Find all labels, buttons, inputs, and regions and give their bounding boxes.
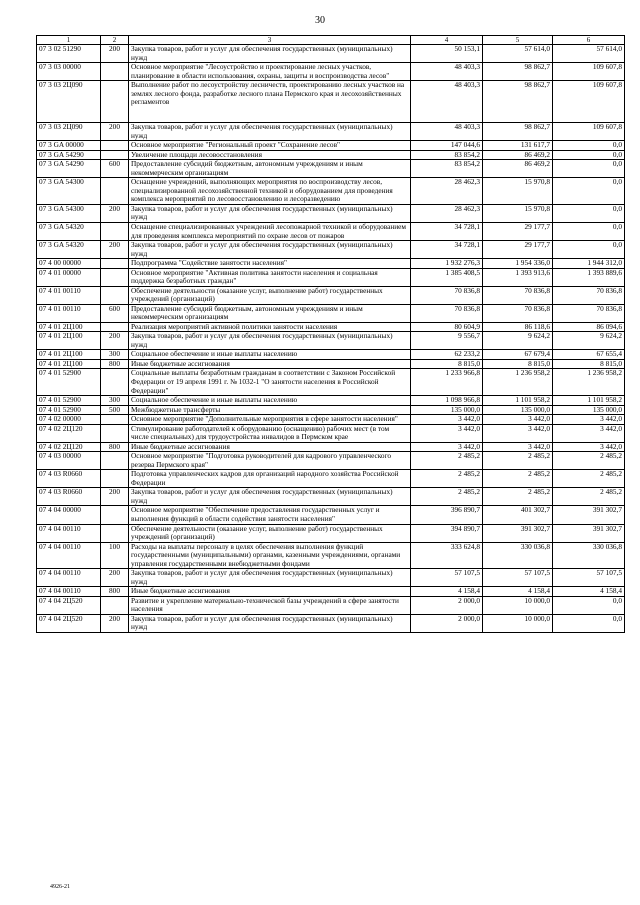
amount-year-2: 3 442,0 — [483, 424, 553, 442]
header-cell-amount-2: 5 — [483, 36, 553, 45]
amount-year-2: 70 836,8 — [483, 286, 553, 304]
amount-year-2: 67 679,4 — [483, 350, 553, 360]
amount-year-1: 1 932 276,3 — [411, 259, 483, 269]
amount-year-2: 3 442,0 — [483, 415, 553, 425]
amount-year-2: 1 101 958,2 — [483, 396, 553, 406]
expense-type-code: 600 — [101, 160, 129, 178]
amount-year-2: 9 624,2 — [483, 332, 553, 350]
item-name: Основное мероприятие "Активная политика занятости населения и социальная поддержка безработных граждан" — [129, 268, 411, 286]
table-row — [37, 488, 625, 506]
header-cell-amount-3: 6 — [553, 36, 625, 45]
amount-year-2: 135 000,0 — [483, 405, 553, 415]
expense-type-code — [101, 369, 129, 396]
amount-year-2: 29 177,7 — [483, 222, 553, 240]
amount-year-2: 86 118,6 — [483, 322, 553, 332]
table-row — [37, 587, 625, 597]
expense-type-code: 200 — [101, 614, 129, 632]
expense-type-code — [101, 452, 129, 470]
amount-year-2: 3 442,0 — [483, 442, 553, 452]
item-name: Социальное обеспечение и иные выплаты населению — [129, 396, 411, 406]
expense-type-code — [101, 424, 129, 442]
classification-code: 07 4 01 2Ц100 — [37, 322, 101, 332]
item-name: Обеспечение деятельности (оказание услуг, выполнение работ) государственных учреждений (организаций) — [129, 524, 411, 542]
amount-year-1: 34 728,1 — [411, 241, 483, 259]
classification-code: 07 4 01 52900 — [37, 396, 101, 406]
amount-year-3: 9 624,2 — [553, 332, 625, 350]
expense-type-code: 100 — [101, 542, 129, 569]
item-name: Иные бюджетные ассигнования — [129, 359, 411, 369]
expense-type-code — [101, 141, 129, 151]
amount-year-3: 109 607,8 — [553, 81, 625, 123]
classification-code: 07 4 02 2Ц120 — [37, 442, 101, 452]
expense-type-code — [101, 259, 129, 269]
header-cell-name: 3 — [129, 36, 411, 45]
item-name: Обеспечение деятельности (оказание услуг, выполнение работ) государственных учреждений (организаций) — [129, 286, 411, 304]
amount-year-1: 2 485,2 — [411, 488, 483, 506]
amount-year-3: 1 236 958,2 — [553, 369, 625, 396]
classification-code: 07 4 01 00110 — [37, 304, 101, 322]
table-row — [37, 332, 625, 350]
classification-code: 07 4 03 R0660 — [37, 470, 101, 488]
table-row — [37, 506, 625, 524]
amount-year-2: 57 614,0 — [483, 45, 553, 63]
expense-type-code: 500 — [101, 405, 129, 415]
amount-year-1: 28 462,3 — [411, 204, 483, 222]
amount-year-1: 48 403,3 — [411, 123, 483, 141]
classification-code: 07 3 03 00000 — [37, 63, 101, 81]
amount-year-1: 3 442,0 — [411, 424, 483, 442]
classification-code: 07 4 03 R0660 — [37, 488, 101, 506]
classification-code: 07 4 01 52900 — [37, 405, 101, 415]
amount-year-3: 0,0 — [553, 204, 625, 222]
classification-code: 07 4 04 00110 — [37, 569, 101, 587]
amount-year-2: 15 970,8 — [483, 178, 553, 205]
amount-year-2: 86 469,2 — [483, 150, 553, 160]
classification-code: 07 4 04 2Ц520 — [37, 614, 101, 632]
table-row — [37, 204, 625, 222]
amount-year-2: 98 862,7 — [483, 81, 553, 123]
classification-code: 07 4 01 00000 — [37, 268, 101, 286]
table-row — [37, 160, 625, 178]
classification-code: 07 4 02 2Ц120 — [37, 424, 101, 442]
amount-year-1: 396 890,7 — [411, 506, 483, 524]
classification-code: 07 3 GA 54320 — [37, 222, 101, 240]
amount-year-2: 330 036,8 — [483, 542, 553, 569]
item-name: Закупка товаров, работ и услуг для обеспечения государственных (муниципальных) нужд — [129, 488, 411, 506]
amount-year-3: 2 485,2 — [553, 488, 625, 506]
item-name: Закупка товаров, работ и услуг для обеспечения государственных (муниципальных) нужд — [129, 45, 411, 63]
table-row — [37, 569, 625, 587]
table-row — [37, 369, 625, 396]
amount-year-1: 1 233 966,8 — [411, 369, 483, 396]
amount-year-3: 0,0 — [553, 141, 625, 151]
amount-year-2: 401 302,7 — [483, 506, 553, 524]
classification-code: 07 4 02 00000 — [37, 415, 101, 425]
expense-type-code — [101, 506, 129, 524]
expense-type-code: 200 — [101, 123, 129, 141]
table-row — [37, 350, 625, 360]
table-row — [37, 542, 625, 569]
amount-year-2: 98 862,7 — [483, 123, 553, 141]
amount-year-1: 394 890,7 — [411, 524, 483, 542]
amount-year-1: 3 442,0 — [411, 415, 483, 425]
item-name: Закупка товаров, работ и услуг для обеспечения государственных (муниципальных) нужд — [129, 123, 411, 141]
amount-year-1: 83 854,2 — [411, 160, 483, 178]
classification-code: 07 3 02 51290 — [37, 45, 101, 63]
amount-year-3: 8 815,0 — [553, 359, 625, 369]
amount-year-3: 67 655,4 — [553, 350, 625, 360]
amount-year-1: 70 836,8 — [411, 304, 483, 322]
item-name: Подпрограмма "Содействие занятости населения" — [129, 259, 411, 269]
item-name: Предоставление субсидий бюджетным, автономным учреждениям и иным некоммерческим организациям — [129, 160, 411, 178]
expense-type-code: 300 — [101, 350, 129, 360]
amount-year-1: 2 000,0 — [411, 596, 483, 614]
amount-year-1: 70 836,8 — [411, 286, 483, 304]
amount-year-2: 1 954 336,0 — [483, 259, 553, 269]
footer-code: 4926-21 — [50, 884, 70, 890]
classification-code: 07 4 01 00110 — [37, 286, 101, 304]
expense-type-code — [101, 81, 129, 123]
classification-code: 07 4 01 52900 — [37, 369, 101, 396]
classification-code: 07 3 GA 54290 — [37, 150, 101, 160]
expense-type-code: 800 — [101, 587, 129, 597]
item-name: Стимулирование работодателей к оборудованию (оснащению) рабочих мест (в том числе специальных) для трудоустройства инвалидов в Пермском крае — [129, 424, 411, 442]
expense-type-code — [101, 286, 129, 304]
classification-code: 07 3 GA 54320 — [37, 241, 101, 259]
expense-type-code — [101, 470, 129, 488]
expense-type-code: 800 — [101, 442, 129, 452]
page-number: 30 — [315, 15, 325, 26]
item-name: Основное мероприятие "Дополнительные мероприятия в сфере занятости населения" — [129, 415, 411, 425]
table-row — [37, 63, 625, 81]
amount-year-3: 0,0 — [553, 241, 625, 259]
amount-year-2: 98 862,7 — [483, 63, 553, 81]
amount-year-3: 391 302,7 — [553, 524, 625, 542]
table-row — [37, 286, 625, 304]
table-row — [37, 178, 625, 205]
amount-year-1: 62 233,2 — [411, 350, 483, 360]
amount-year-1: 135 000,0 — [411, 405, 483, 415]
amount-year-1: 9 556,7 — [411, 332, 483, 350]
item-name: Закупка товаров, работ и услуг для обеспечения государственных (муниципальных) нужд — [129, 332, 411, 350]
amount-year-3: 57 614,0 — [553, 45, 625, 63]
item-name: Социальные выплаты безработным гражданам в соответствии с Законом Российской Федерации от 19 апреля 1991 г. № 1032-1 "О занятости населения в Российской Федерации" — [129, 369, 411, 396]
table-row — [37, 45, 625, 63]
table-row — [37, 470, 625, 488]
classification-code: 07 4 04 2Ц520 — [37, 596, 101, 614]
classification-code: 07 3 03 2Ц090 — [37, 81, 101, 123]
expense-type-code — [101, 178, 129, 205]
classification-code: 07 4 04 00000 — [37, 506, 101, 524]
item-name: Основное мероприятие "Лесоустройство и проектирование лесных участков, планирование в области использования, охраны, защиты и воспроизводства лесов" — [129, 63, 411, 81]
table-row — [37, 396, 625, 406]
item-name: Основное мероприятие "Региональный проект "Сохранение лесов" — [129, 141, 411, 151]
table-row — [37, 524, 625, 542]
amount-year-2: 2 485,2 — [483, 452, 553, 470]
item-name: Расходы на выплаты персоналу в целях обеспечения выполнения функций государственными (муниципальными) органами, казенными учреждениями, органами управления государственными внебюджетными фондами — [129, 542, 411, 569]
amount-year-2: 15 970,8 — [483, 204, 553, 222]
amount-year-3: 1 944 312,0 — [553, 259, 625, 269]
amount-year-3: 4 158,4 — [553, 587, 625, 597]
amount-year-1: 80 604,9 — [411, 322, 483, 332]
item-name: Социальное обеспечение и иные выплаты населению — [129, 350, 411, 360]
expense-type-code: 600 — [101, 304, 129, 322]
amount-year-1: 34 728,1 — [411, 222, 483, 240]
item-name: Закупка товаров, работ и услуг для обеспечения государственных (муниципальных) нужд — [129, 614, 411, 632]
amount-year-1: 83 854,2 — [411, 150, 483, 160]
table-row — [37, 241, 625, 259]
amount-year-3: 2 485,2 — [553, 452, 625, 470]
amount-year-2: 86 469,2 — [483, 160, 553, 178]
table-row — [37, 222, 625, 240]
item-name: Основное мероприятие "Обеспечение предоставления государственных услуг и выполнения функций в области содействия занятости населения" — [129, 506, 411, 524]
amount-year-2: 131 617,7 — [483, 141, 553, 151]
table-row — [37, 452, 625, 470]
classification-code: 07 4 01 2Ц100 — [37, 359, 101, 369]
expense-type-code: 200 — [101, 241, 129, 259]
expense-type-code — [101, 222, 129, 240]
classification-code: 07 4 03 00000 — [37, 452, 101, 470]
item-name: Иные бюджетные ассигнования — [129, 587, 411, 597]
amount-year-2: 2 485,2 — [483, 488, 553, 506]
amount-year-3: 70 836,8 — [553, 304, 625, 322]
header-cell-amount-1: 4 — [411, 36, 483, 45]
item-name: Закупка товаров, работ и услуг для обеспечения государственных (муниципальных) нужд — [129, 204, 411, 222]
amount-year-1: 2 485,2 — [411, 452, 483, 470]
item-name: Иные бюджетные ассигнования — [129, 442, 411, 452]
item-name: Оснащение специализированных учреждений лесопожарной техникой и оборудованием для проведения комплекса мероприятий по охране лесов от пожаров — [129, 222, 411, 240]
header-cell-vr: 2 — [101, 36, 129, 45]
amount-year-3: 0,0 — [553, 150, 625, 160]
budget-table — [36, 35, 625, 633]
amount-year-2: 10 000,0 — [483, 596, 553, 614]
header-cell-code: 1 — [37, 36, 101, 45]
table-body — [37, 45, 625, 633]
table-row — [37, 596, 625, 614]
item-name: Выполнение работ по лесоустройству лесничеств, проектированию лесных участков на землях лесного фонда, разработке лесного плана Пермского края и лесохозяйственных регламентов — [129, 81, 411, 123]
amount-year-3: 1 393 889,6 — [553, 268, 625, 286]
table-row — [37, 304, 625, 322]
amount-year-1: 333 624,8 — [411, 542, 483, 569]
expense-type-code: 200 — [101, 204, 129, 222]
table-row — [37, 81, 625, 123]
amount-year-1: 147 044,6 — [411, 141, 483, 151]
table-row — [37, 141, 625, 151]
classification-code: 07 3 GA 54290 — [37, 160, 101, 178]
table-row — [37, 268, 625, 286]
classification-code: 07 4 04 00110 — [37, 587, 101, 597]
table-row — [37, 415, 625, 425]
item-name: Реализация мероприятий активной политики занятости населения — [129, 322, 411, 332]
classification-code: 07 3 03 2Ц090 — [37, 123, 101, 141]
amount-year-2: 70 836,8 — [483, 304, 553, 322]
amount-year-3: 86 094,6 — [553, 322, 625, 332]
item-name: Закупка товаров, работ и услуг для обеспечения государственных (муниципальных) нужд — [129, 569, 411, 587]
amount-year-2: 29 177,7 — [483, 241, 553, 259]
amount-year-3: 0,0 — [553, 222, 625, 240]
classification-code: 07 4 04 00110 — [37, 542, 101, 569]
expense-type-code — [101, 524, 129, 542]
expense-type-code — [101, 268, 129, 286]
amount-year-1: 48 403,3 — [411, 63, 483, 81]
expense-type-code: 200 — [101, 569, 129, 587]
expense-type-code: 200 — [101, 45, 129, 63]
table-row — [37, 614, 625, 632]
amount-year-1: 48 403,3 — [411, 81, 483, 123]
classification-code: 07 3 GA 54300 — [37, 178, 101, 205]
amount-year-1: 2 000,0 — [411, 614, 483, 632]
table-row — [37, 424, 625, 442]
item-name: Развитие и укрепление материально-технической базы учреждений в сфере занятости населения — [129, 596, 411, 614]
amount-year-2: 2 485,2 — [483, 470, 553, 488]
amount-year-2: 391 302,7 — [483, 524, 553, 542]
classification-code: 07 4 01 2Ц100 — [37, 350, 101, 360]
classification-code: 07 4 04 00110 — [37, 524, 101, 542]
amount-year-3: 0,0 — [553, 160, 625, 178]
amount-year-3: 0,0 — [553, 596, 625, 614]
item-name: Предоставление субсидий бюджетным, автономным учреждениям и иным некоммерческим организациям — [129, 304, 411, 322]
amount-year-3: 1 101 958,2 — [553, 396, 625, 406]
amount-year-3: 3 442,0 — [553, 442, 625, 452]
expense-type-code: 200 — [101, 488, 129, 506]
amount-year-3: 57 107,5 — [553, 569, 625, 587]
amount-year-3: 0,0 — [553, 614, 625, 632]
amount-year-1: 8 815,0 — [411, 359, 483, 369]
amount-year-1: 50 153,1 — [411, 45, 483, 63]
amount-year-2: 1 393 913,6 — [483, 268, 553, 286]
amount-year-3: 135 000,0 — [553, 405, 625, 415]
item-name: Подготовка управленческих кадров для организаций народного хозяйства Российской Федерации — [129, 470, 411, 488]
classification-code: 07 4 00 00000 — [37, 259, 101, 269]
amount-year-2: 57 107,5 — [483, 569, 553, 587]
expense-type-code: 300 — [101, 396, 129, 406]
amount-year-1: 2 485,2 — [411, 470, 483, 488]
item-name: Оснащение учреждений, выполняющих мероприятия по воспроизводству лесов, специализированной лесохозяйственной техникой и оборудованием для проведения комплекса мероприятий по лесовосстановлению и лесоразведению — [129, 178, 411, 205]
amount-year-3: 391 302,7 — [553, 506, 625, 524]
item-name: Закупка товаров, работ и услуг для обеспечения государственных (муниципальных) нужд — [129, 241, 411, 259]
amount-year-1: 57 107,5 — [411, 569, 483, 587]
item-name: Основное мероприятие "Подготовка руководителей для кадрового управленческого резерва Пермского края" — [129, 452, 411, 470]
amount-year-1: 1 098 966,8 — [411, 396, 483, 406]
item-name: Межбюджетные трансферты — [129, 405, 411, 415]
amount-year-3: 109 607,8 — [553, 123, 625, 141]
expense-type-code — [101, 596, 129, 614]
expense-type-code — [101, 63, 129, 81]
expense-type-code: 200 — [101, 332, 129, 350]
amount-year-3: 2 485,2 — [553, 470, 625, 488]
amount-year-2: 1 236 958,2 — [483, 369, 553, 396]
amount-year-1: 4 158,4 — [411, 587, 483, 597]
amount-year-3: 109 607,8 — [553, 63, 625, 81]
amount-year-2: 10 000,0 — [483, 614, 553, 632]
table-row — [37, 123, 625, 141]
amount-year-1: 3 442,0 — [411, 442, 483, 452]
classification-code: 07 4 01 2Ц100 — [37, 332, 101, 350]
expense-type-code: 800 — [101, 359, 129, 369]
table-row — [37, 259, 625, 269]
amount-year-3: 330 036,8 — [553, 542, 625, 569]
expense-type-code — [101, 415, 129, 425]
amount-year-3: 70 836,8 — [553, 286, 625, 304]
amount-year-2: 4 158,4 — [483, 587, 553, 597]
classification-code: 07 3 GA 00000 — [37, 141, 101, 151]
amount-year-3: 3 442,0 — [553, 424, 625, 442]
item-name: Увеличение площади лесовосстановления — [129, 150, 411, 160]
amount-year-1: 1 385 408,5 — [411, 268, 483, 286]
amount-year-3: 0,0 — [553, 178, 625, 205]
amount-year-3: 3 442,0 — [553, 415, 625, 425]
classification-code: 07 3 GA 54300 — [37, 204, 101, 222]
amount-year-2: 8 815,0 — [483, 359, 553, 369]
amount-year-1: 28 462,3 — [411, 178, 483, 205]
